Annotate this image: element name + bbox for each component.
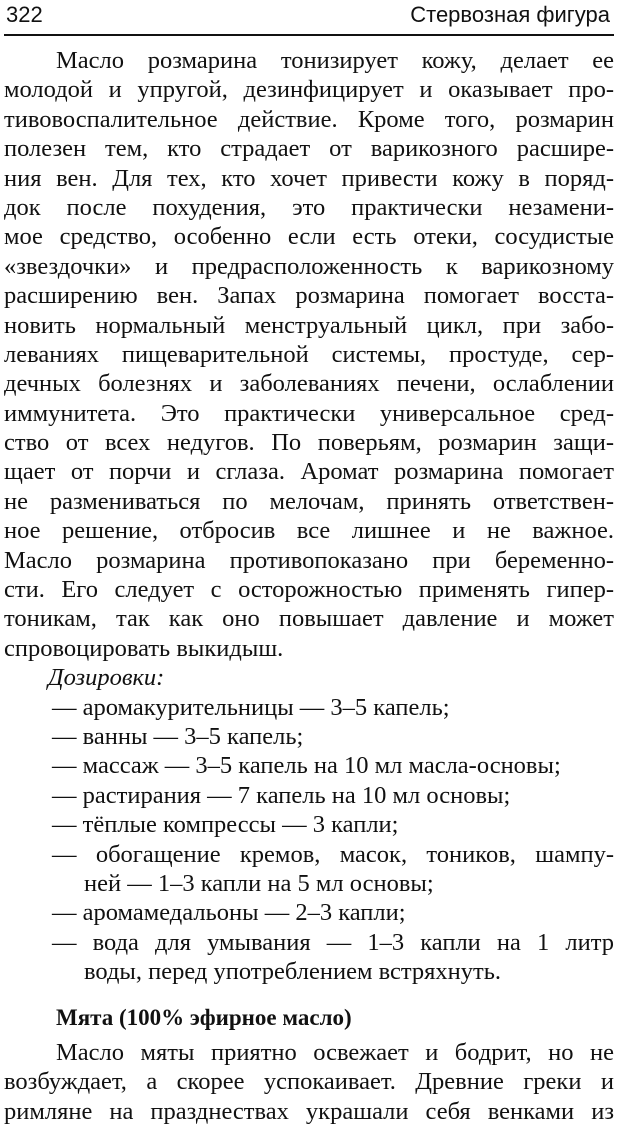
text-line: спровоцировать выкидыш.: [4, 634, 284, 662]
text-line: иммунитета. Это практически универсальное сред-: [4, 399, 614, 427]
text-line: не размениваться по мелочам, принять ответствен-: [4, 487, 614, 515]
text-line: расширению вен. Запах розмарина помогает восста-: [4, 282, 614, 310]
text-line: тоникам, так как оно повышает давление и может: [4, 605, 614, 633]
section-heading: Мята (100% эфирное масло): [56, 1004, 352, 1030]
text-line: молодой и упругой, дезинфицирует и оказывает про-: [4, 76, 614, 104]
text-line: ное решение, отбросив все лишнее и не важное.: [4, 517, 614, 545]
list-item: — растирания — 7 капель на 10 мл основы;: [52, 781, 511, 809]
text-line: возбуждает, а скорее успокаивает. Древние греки и: [4, 1068, 614, 1096]
text-line: леваниях пищеварительной системы, простуде, сер-: [4, 340, 614, 368]
text-line: ство от всех недугов. По поверьям, розмарин защи-: [4, 429, 614, 457]
text-line: док после похудения, это практически незамени-: [4, 193, 614, 221]
dosage-list: [4, 693, 614, 987]
list-item: — массаж — 3–5 капель на 10 мл масла-основы;: [52, 752, 561, 780]
text-line: новить нормальный менструальный цикл, при забо-: [4, 311, 614, 339]
list-item: — аромамедальоны — 2–3 капли;: [52, 899, 406, 927]
text-line: щает от порчи и сглаза. Аромат розмарина помогает: [4, 458, 614, 486]
text-line: Масло розмарина противопоказано при беременно-: [4, 546, 614, 574]
text-line: Масло мяты приятно освежает и бодрит, но не: [56, 1038, 614, 1066]
page-header: [4, 0, 614, 36]
dosage-label: Дозировки:: [48, 664, 165, 692]
text-line: Масло розмарина тонизирует кожу, делает ее: [56, 47, 614, 74]
text-line: римляне на празднествах украшали себя венками из: [4, 1097, 614, 1125]
paragraph-mint: [4, 1038, 614, 1126]
paragraph-rosemary: [4, 46, 614, 663]
text-line: дечных болезнях и заболеваниях печени, ослаблении: [4, 370, 614, 398]
text-line: ния вен. Для тех, кто хочет привести кожу в поряд-: [4, 164, 614, 192]
list-item: — обогащение кремов, масок, тоников, шампу-: [52, 840, 614, 868]
body-text: [4, 46, 614, 1126]
text-line: мое средство, особенно если есть отеки, сосудистые: [4, 223, 614, 251]
list-item: — тёплые компрессы — 3 капли;: [52, 811, 399, 839]
text-line: полезен тем, кто страдает от варикозного расшире-: [4, 135, 614, 163]
list-item-continuation: ней — 1–3 капли на 5 мл основы;: [84, 869, 434, 897]
list-item-continuation: воды, перед употреблением встряхнуть.: [84, 958, 502, 986]
list-item: — ванны — 3–5 капель;: [52, 722, 304, 750]
running-title: Стервозная фигура: [410, 2, 610, 27]
text-line: тивовоспалительное действие. Кроме того, розмарин: [4, 105, 614, 133]
page-number: 322: [6, 2, 43, 27]
text-line: «звездочки» и предрасположенность к варикозному: [4, 252, 614, 280]
list-item: — аромакурительницы — 3–5 капель;: [52, 693, 450, 721]
list-item: — вода для умывания — 1–3 капли на 1 литр: [52, 928, 614, 956]
text-line: сти. Его следует с осторожностью применять гипер-: [4, 576, 614, 604]
